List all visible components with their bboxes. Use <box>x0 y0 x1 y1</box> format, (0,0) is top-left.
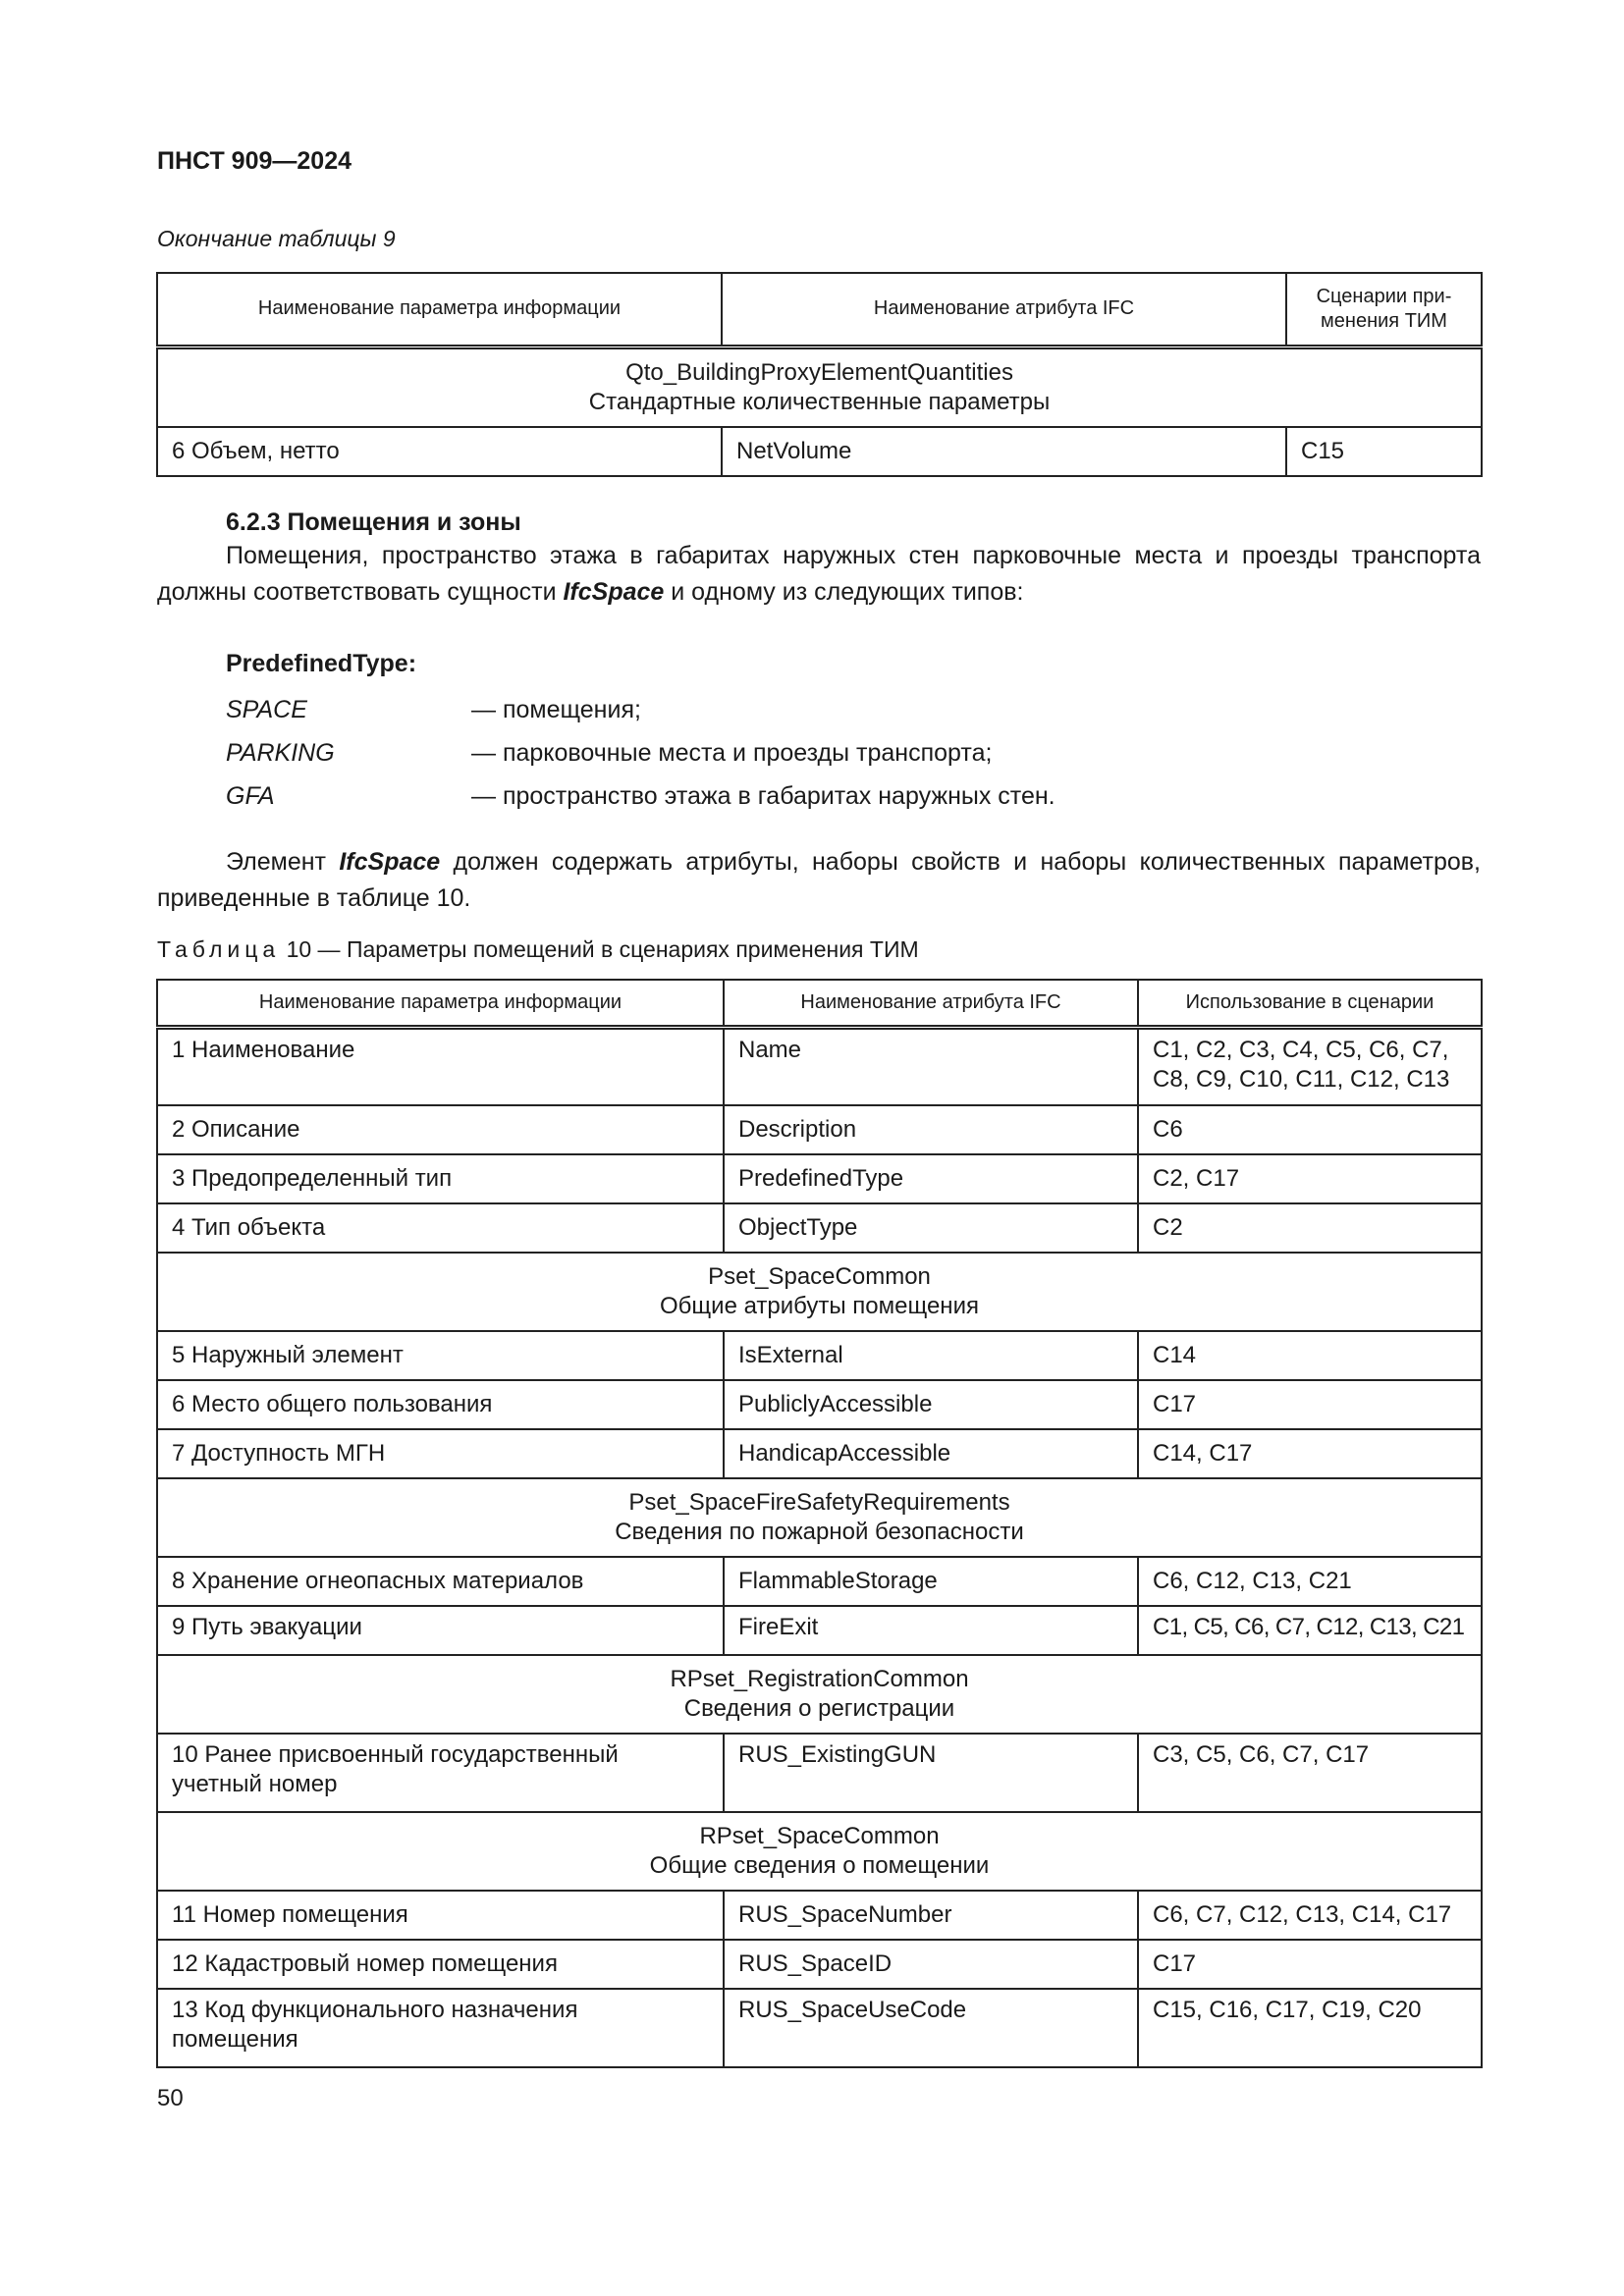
group-cell <box>157 347 1482 427</box>
table-row <box>157 1734 1482 1812</box>
table-row <box>157 1429 1482 1478</box>
param-name-cell: 9 Путь эвакуации <box>157 1606 724 1655</box>
table-row <box>157 1891 1482 1940</box>
ifc-attribute-cell: IsExternal <box>724 1331 1138 1380</box>
type-description: — пространство этажа в габаритах наружных стен. <box>471 782 1056 810</box>
list-item <box>226 690 1056 733</box>
ifc-attribute-cell: NetVolume <box>722 427 1286 476</box>
group-row <box>157 1253 1482 1331</box>
column-header: Сценарии при- менения ТИМ <box>1286 273 1482 347</box>
table-row <box>157 1380 1482 1429</box>
ifc-attribute-cell: FireExit <box>724 1606 1138 1655</box>
para-text-end: должен содержать атрибуты, наборы свойств и наборы количественных параметров, приведенные в таблице 10. <box>157 848 1481 912</box>
section-intro-paragraph <box>157 538 1481 611</box>
param-name-cell: 2 Описание <box>157 1105 724 1154</box>
intro-text-end: и одному из следующих типов: <box>664 578 1024 606</box>
type-term: PARKING <box>226 739 335 767</box>
scenario-cell: C6, C7, C12, C13, C14, C17 <box>1138 1891 1482 1940</box>
ifc-attribute-cell: FlammableStorage <box>724 1557 1138 1606</box>
group-cell <box>157 1253 1482 1331</box>
scenario-cell: C15, C16, C17, C19, C20 <box>1138 1989 1482 2067</box>
predefined-type-list <box>226 690 1056 820</box>
group-title: RPset_SpaceCommon <box>699 1823 940 1849</box>
table-row <box>157 1154 1482 1203</box>
group-row <box>157 1655 1482 1734</box>
column-header: Наименование параметра информации <box>157 273 722 347</box>
table-row <box>157 427 1482 476</box>
scenario-cell: C14, C17 <box>1138 1429 1482 1478</box>
param-name-cell: 13 Код функционального назначения помещения <box>157 1989 724 2067</box>
table-row <box>157 1105 1482 1154</box>
ifc-attribute-cell: HandicapAccessible <box>724 1429 1138 1478</box>
ifc-attribute-cell: RUS_SpaceUseCode <box>724 1989 1138 2067</box>
group-row <box>157 1478 1482 1557</box>
table-row <box>157 1940 1482 1989</box>
param-name-cell: 4 Тип объекта <box>157 1203 724 1253</box>
param-name-cell: 1 Наименование <box>157 1027 724 1105</box>
ifc-attribute-cell: Name <box>724 1027 1138 1105</box>
ifc-attribute-cell: RUS_ExistingGUN <box>724 1734 1138 1812</box>
scenario-cell: C3, C5, C6, C7, C17 <box>1138 1734 1482 1812</box>
scenario-cell: C1, C5, C6, C7, C12, C13, C21 <box>1138 1606 1482 1655</box>
param-name-cell: 11 Номер помещения <box>157 1891 724 1940</box>
scenario-cell: C14 <box>1138 1331 1482 1380</box>
list-item <box>226 776 1056 820</box>
group-title: Pset_SpaceFireSafetyRequirements <box>628 1489 1010 1516</box>
table-caption-word: Таблица <box>157 936 281 962</box>
scenario-cell: C6 <box>1138 1105 1482 1154</box>
column-header: Использование в сценарии <box>1138 980 1482 1027</box>
group-subtitle: Общие сведения о помещении <box>649 1852 990 1879</box>
group-row <box>157 347 1482 427</box>
scenario-cell: C17 <box>1138 1380 1482 1429</box>
ifc-attribute-cell: RUS_SpaceNumber <box>724 1891 1138 1940</box>
group-subtitle: Сведения о регистрации <box>683 1695 955 1722</box>
group-title: RPset_RegistrationCommon <box>670 1666 969 1692</box>
ifc-attribute-cell: ObjectType <box>724 1203 1138 1253</box>
param-name-cell: 8 Хранение огнеопасных материалов <box>157 1557 724 1606</box>
type-term: GFA <box>226 782 275 810</box>
type-description: — парковочные места и проезды транспорта; <box>471 739 993 767</box>
type-term: SPACE <box>226 696 307 723</box>
table-row <box>157 1606 1482 1655</box>
table-row <box>157 1203 1482 1253</box>
table10-intro-paragraph <box>157 844 1481 917</box>
scenario-cell: C6, C12, C13, C21 <box>1138 1557 1482 1606</box>
scenario-cell: C1, C2, C3, C4, C5, C6, C7, C8, C9, C10, C11, C12, C13 <box>1138 1027 1482 1105</box>
scenario-cell: C17 <box>1138 1940 1482 1989</box>
document-header: ПНСТ 909—2024 <box>157 147 352 175</box>
entity-name: IfcSpace <box>563 578 665 606</box>
table-row <box>157 1331 1482 1380</box>
group-subtitle: Сведения по пожарной безопасности <box>615 1519 1024 1545</box>
column-header: Наименование атрибута IFC <box>722 273 1286 347</box>
ifc-attribute-cell: PredefinedType <box>724 1154 1138 1203</box>
scenario-cell: C15 <box>1286 427 1482 476</box>
group-subtitle: Общие атрибуты помещения <box>660 1293 979 1319</box>
column-header: Наименование параметра информации <box>157 980 724 1027</box>
scenario-cell: C2, C17 <box>1138 1154 1482 1203</box>
group-subtitle: Стандартные количественные параметры <box>588 388 1051 415</box>
group-cell <box>157 1655 1482 1734</box>
table9-continuation-caption: Окончание таблицы 9 <box>157 226 396 251</box>
param-name-cell: 6 Объем, нетто <box>157 427 722 476</box>
table-10-body <box>157 1027 1482 2067</box>
ifc-attribute-cell: PubliclyAccessible <box>724 1380 1138 1429</box>
param-name-cell: 6 Место общего пользования <box>157 1380 724 1429</box>
column-header: Наименование атрибута IFC <box>724 980 1138 1027</box>
list-item <box>226 733 1056 776</box>
group-cell <box>157 1812 1482 1891</box>
param-name-cell: 10 Ранее присвоенный государственный учетный номер <box>157 1734 724 1812</box>
table-row <box>157 1027 1482 1105</box>
ifc-attribute-cell: Description <box>724 1105 1138 1154</box>
predefined-type-label: PredefinedType: <box>226 650 417 677</box>
table-header-row <box>157 980 1482 1027</box>
scenario-cell: C2 <box>1138 1203 1482 1253</box>
param-name-cell: 7 Доступность МГН <box>157 1429 724 1478</box>
group-row <box>157 1812 1482 1891</box>
param-name-cell: 3 Предопределенный тип <box>157 1154 724 1203</box>
table-row <box>157 1557 1482 1606</box>
entity-name: IfcSpace <box>339 848 441 876</box>
table10-caption <box>157 936 919 963</box>
intro-text: Помещения, пространство этажа в габаритах наружных стен парковочные места и проезды транспорта должны соответствовать сущности <box>157 542 1481 606</box>
table-caption-text: 10 — Параметры помещений в сценариях применения ТИМ <box>280 936 919 962</box>
ifc-attribute-cell: RUS_SpaceID <box>724 1940 1138 1989</box>
table-9 <box>156 272 1483 477</box>
group-cell <box>157 1478 1482 1557</box>
table-10 <box>156 979 1483 2068</box>
table-row <box>157 1989 1482 2067</box>
para-text: Элемент <box>226 848 340 876</box>
param-name-cell: 5 Наружный элемент <box>157 1331 724 1380</box>
param-name-cell: 12 Кадастровый номер помещения <box>157 1940 724 1989</box>
type-description: — помещения; <box>471 696 641 723</box>
section-title: 6.2.3 Помещения и зоны <box>226 508 521 536</box>
group-title: Qto_BuildingProxyElementQuantities <box>625 358 1013 386</box>
group-title: Pset_SpaceCommon <box>708 1263 931 1290</box>
page-number: 50 <box>157 2085 184 2111</box>
table-header-row <box>157 273 1482 347</box>
